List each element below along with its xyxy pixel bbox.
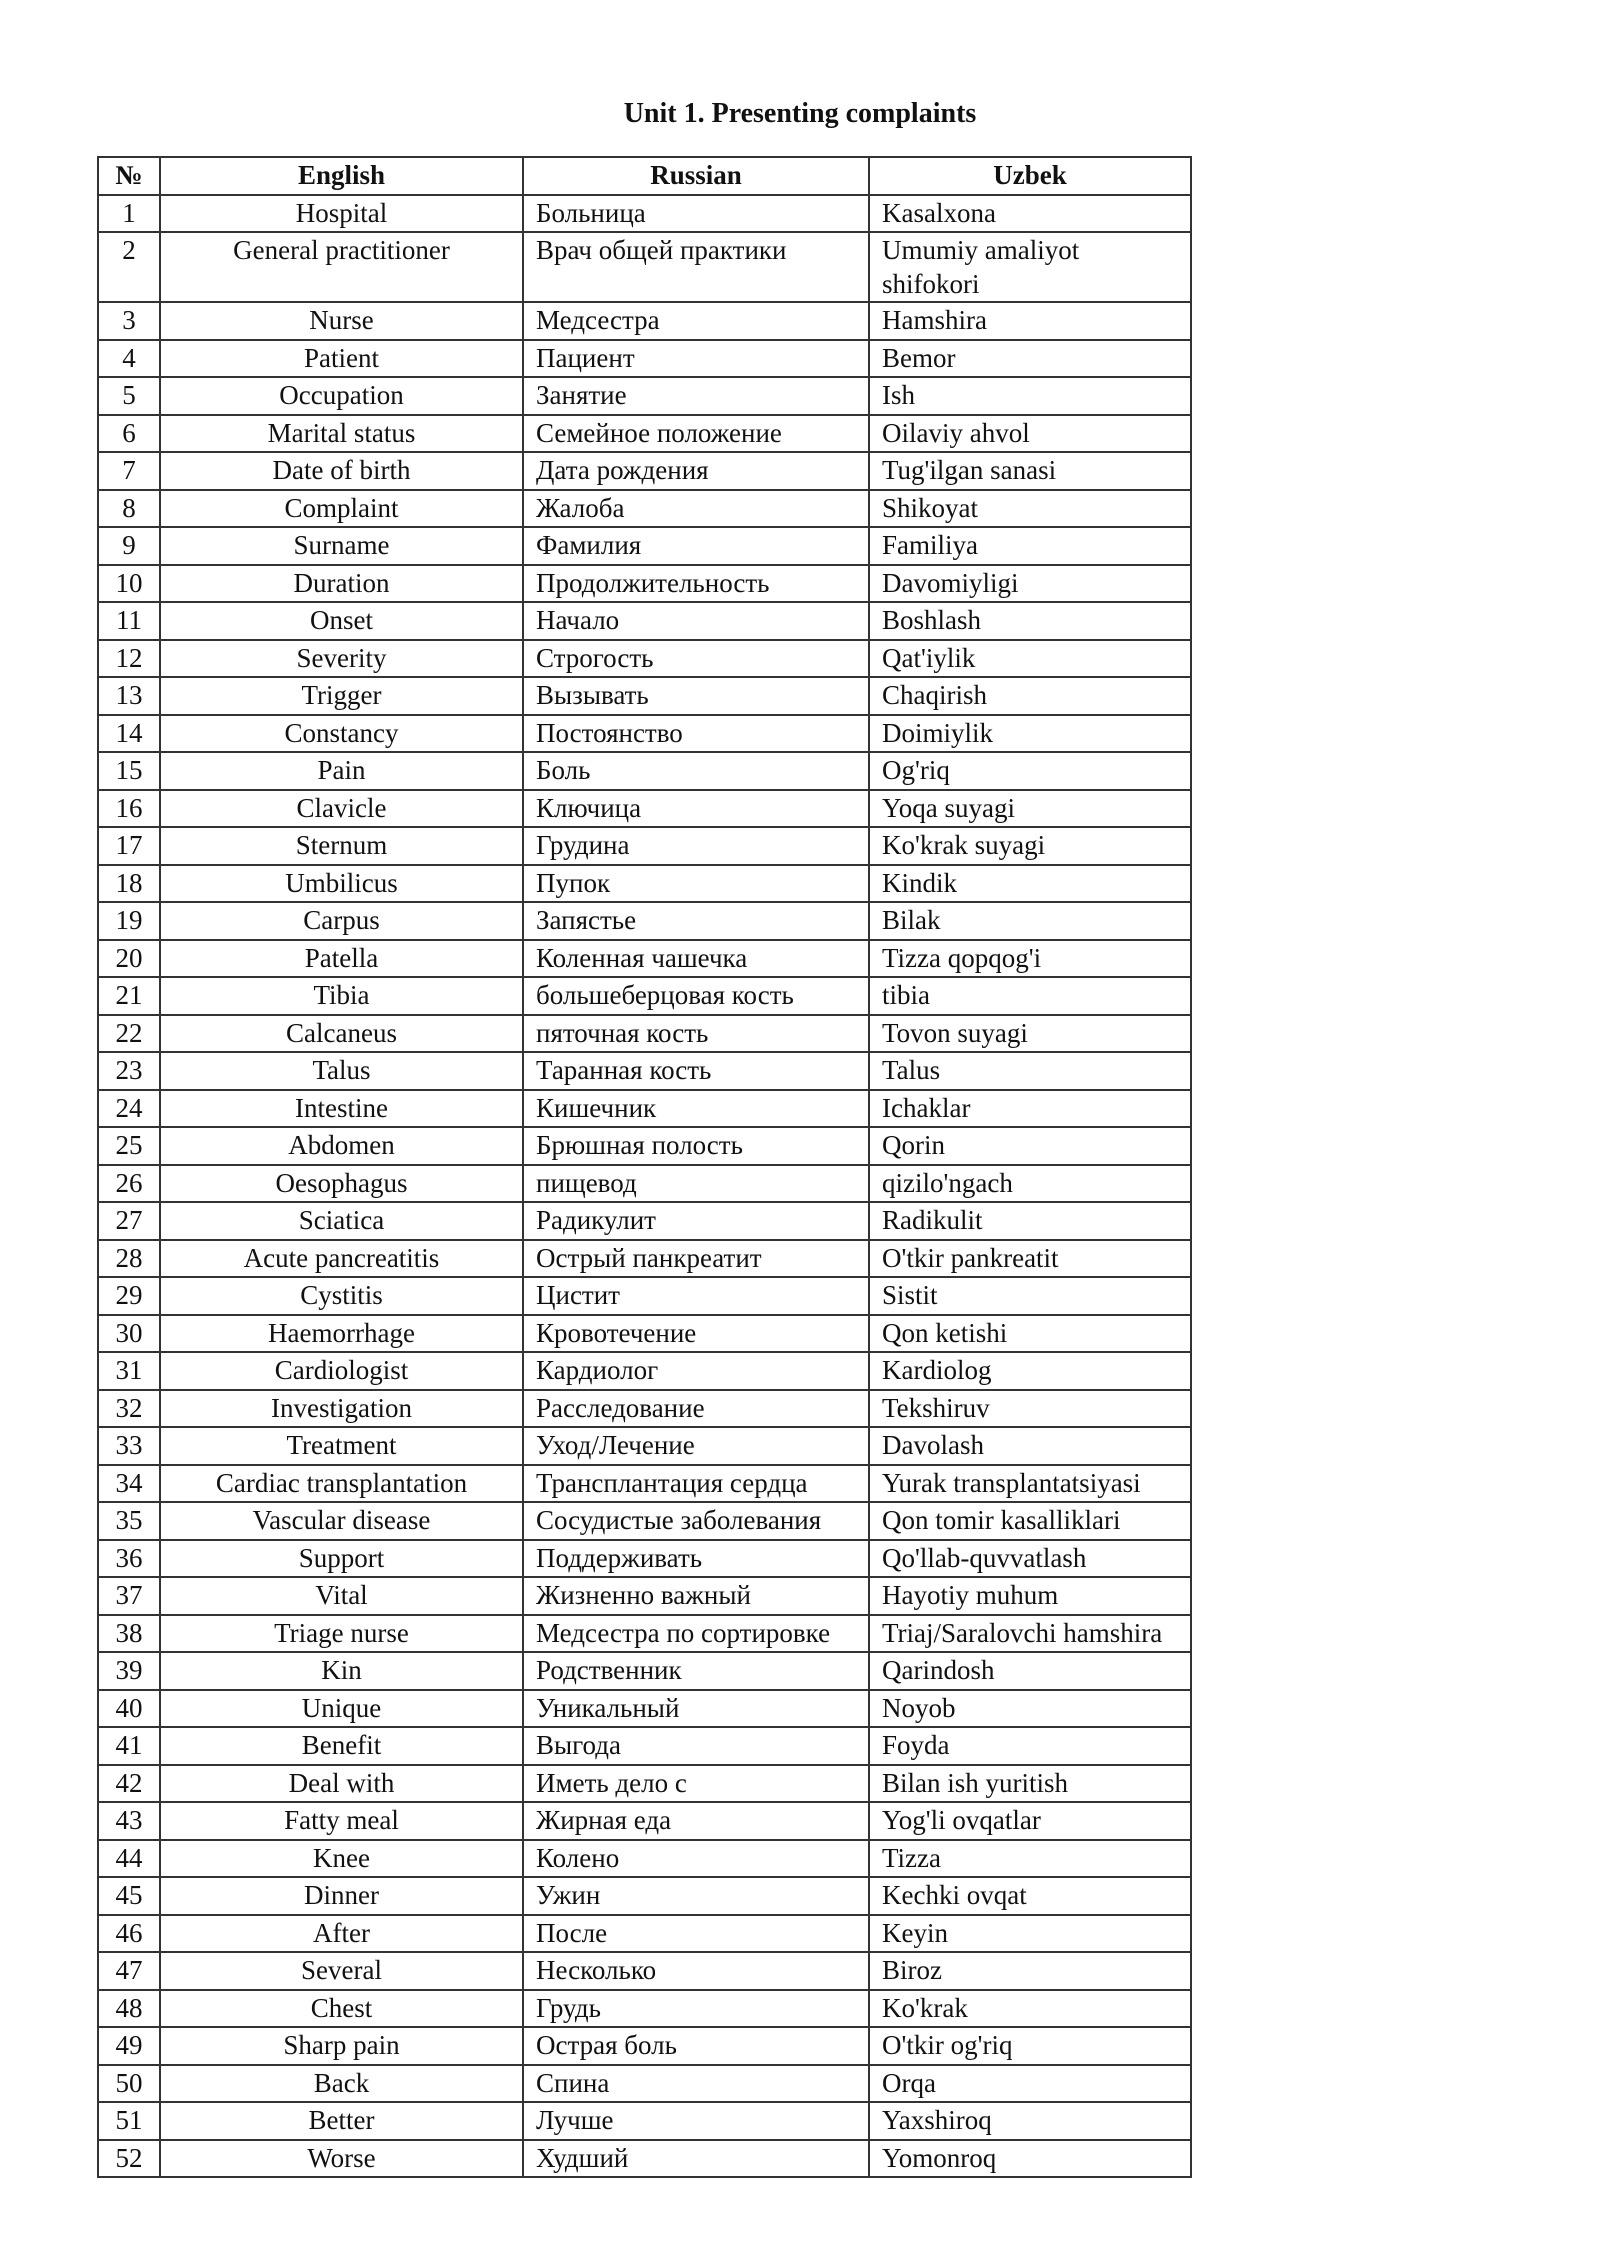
uzbek-term: O'tkir og'riq: [869, 2027, 1191, 2065]
row-number: 2: [98, 232, 160, 302]
table-row: [98, 940, 1191, 978]
table-row: [98, 977, 1191, 1015]
row-number: 47: [98, 1952, 160, 1990]
header-uzbek: Uzbek: [869, 157, 1191, 195]
row-number: 37: [98, 1577, 160, 1615]
uzbek-term: Keyin: [869, 1915, 1191, 1953]
table-row: [98, 2140, 1191, 2178]
russian-term: пищевод: [523, 1165, 869, 1203]
row-number: 24: [98, 1090, 160, 1128]
uzbek-term: Sistit: [869, 1277, 1191, 1315]
russian-term: Худший: [523, 2140, 869, 2178]
russian-term: Медсестра: [523, 302, 869, 340]
header-number: №: [98, 157, 160, 195]
table-row: [98, 340, 1191, 378]
table-row: [98, 1352, 1191, 1390]
row-number: 5: [98, 377, 160, 415]
russian-term: Поддерживать: [523, 1540, 869, 1578]
russian-term: Уникальный: [523, 1690, 869, 1728]
uzbek-term: Kasalxona: [869, 195, 1191, 233]
russian-term: Жизненно важный: [523, 1577, 869, 1615]
table-row: [98, 1165, 1191, 1203]
english-term: Cardiac transplantation: [160, 1465, 523, 1503]
uzbek-term: Orqa: [869, 2065, 1191, 2103]
english-term: Marital status: [160, 415, 523, 453]
english-term: Nurse: [160, 302, 523, 340]
table-row: [98, 1315, 1191, 1353]
row-number: 16: [98, 790, 160, 828]
table-row: [98, 1465, 1191, 1503]
russian-term: Лучше: [523, 2102, 869, 2140]
row-number: 23: [98, 1052, 160, 1090]
english-term: Acute pancreatitis: [160, 1240, 523, 1278]
table-row: [98, 1427, 1191, 1465]
row-number: 36: [98, 1540, 160, 1578]
english-term: Oesophagus: [160, 1165, 523, 1203]
russian-term: Уход/Лечение: [523, 1427, 869, 1465]
english-term: Unique: [160, 1690, 523, 1728]
row-number: 11: [98, 602, 160, 640]
table-row: [98, 1202, 1191, 1240]
uzbek-term: Boshlash: [869, 602, 1191, 640]
russian-term: Вызывать: [523, 677, 869, 715]
uzbek-term: Yog'li ovqatlar: [869, 1802, 1191, 1840]
english-term: Worse: [160, 2140, 523, 2178]
table-row: [98, 1540, 1191, 1578]
uzbek-term: O'tkir pankreatit: [869, 1240, 1191, 1278]
uzbek-term: Qon ketishi: [869, 1315, 1191, 1353]
row-number: 51: [98, 2102, 160, 2140]
uzbek-term: Yoqa suyagi: [869, 790, 1191, 828]
russian-term: Медсестра по сортировке: [523, 1615, 869, 1653]
row-number: 8: [98, 490, 160, 528]
russian-term: Семейное положение: [523, 415, 869, 453]
row-number: 22: [98, 1015, 160, 1053]
russian-term: большеберцовая кость: [523, 977, 869, 1015]
row-number: 7: [98, 452, 160, 490]
row-number: 48: [98, 1990, 160, 2028]
table-body: [98, 195, 1191, 2178]
vocabulary-table: [97, 156, 1192, 2178]
english-term: Intestine: [160, 1090, 523, 1128]
russian-term: Радикулит: [523, 1202, 869, 1240]
row-number: 6: [98, 415, 160, 453]
table-row: [98, 677, 1191, 715]
russian-term: Несколько: [523, 1952, 869, 1990]
table-row: [98, 2065, 1191, 2103]
uzbek-term: Ichaklar: [869, 1090, 1191, 1128]
uzbek-term: Chaqirish: [869, 677, 1191, 715]
english-term: Occupation: [160, 377, 523, 415]
russian-term: Фамилия: [523, 527, 869, 565]
row-number: 34: [98, 1465, 160, 1503]
row-number: 18: [98, 865, 160, 903]
uzbek-term: qizilo'ngach: [869, 1165, 1191, 1203]
header-english: English: [160, 157, 523, 195]
russian-term: Кишечник: [523, 1090, 869, 1128]
table-row: [98, 1577, 1191, 1615]
row-number: 49: [98, 2027, 160, 2065]
table-row: [98, 640, 1191, 678]
english-term: After: [160, 1915, 523, 1953]
russian-term: Расследование: [523, 1390, 869, 1428]
russian-term: Таранная кость: [523, 1052, 869, 1090]
table-row: [98, 1502, 1191, 1540]
russian-term: Родственник: [523, 1652, 869, 1690]
uzbek-term: Ish: [869, 377, 1191, 415]
russian-term: Жалоба: [523, 490, 869, 528]
table-row: [98, 452, 1191, 490]
english-term: General practitioner: [160, 232, 523, 302]
row-number: 31: [98, 1352, 160, 1390]
row-number: 26: [98, 1165, 160, 1203]
table-row: [98, 1952, 1191, 1990]
table-row: [98, 2027, 1191, 2065]
row-number: 28: [98, 1240, 160, 1278]
russian-term: пяточная кость: [523, 1015, 869, 1053]
table-header-row: [98, 157, 1191, 195]
english-term: Tibia: [160, 977, 523, 1015]
russian-term: Иметь дело с: [523, 1765, 869, 1803]
table-row: [98, 1277, 1191, 1315]
uzbek-term: Ko'krak suyagi: [869, 827, 1191, 865]
table-row: [98, 1990, 1191, 2028]
uzbek-term: Tizza: [869, 1840, 1191, 1878]
row-number: 19: [98, 902, 160, 940]
russian-term: Начало: [523, 602, 869, 640]
uzbek-term: Hayotiy muhum: [869, 1577, 1191, 1615]
uzbek-term: Foyda: [869, 1727, 1191, 1765]
english-term: Surname: [160, 527, 523, 565]
english-term: Vascular disease: [160, 1502, 523, 1540]
russian-term: Жирная еда: [523, 1802, 869, 1840]
english-term: Hospital: [160, 195, 523, 233]
table-row: [98, 302, 1191, 340]
english-term: Cardiologist: [160, 1352, 523, 1390]
russian-term: Брюшная полость: [523, 1127, 869, 1165]
uzbek-term: Noyob: [869, 1690, 1191, 1728]
table-row: [98, 1915, 1191, 1953]
uzbek-term: Og'riq: [869, 752, 1191, 790]
row-number: 33: [98, 1427, 160, 1465]
table-row: [98, 1840, 1191, 1878]
english-term: Patient: [160, 340, 523, 378]
table-row: [98, 1615, 1191, 1653]
uzbek-term: Tovon suyagi: [869, 1015, 1191, 1053]
russian-term: Острый панкреатит: [523, 1240, 869, 1278]
english-term: Sharp pain: [160, 2027, 523, 2065]
row-number: 35: [98, 1502, 160, 1540]
row-number: 44: [98, 1840, 160, 1878]
table-row: [98, 195, 1191, 233]
uzbek-term: Qon tomir kasalliklari: [869, 1502, 1191, 1540]
russian-term: Трансплантация сердца: [523, 1465, 869, 1503]
english-term: Back: [160, 2065, 523, 2103]
english-term: Better: [160, 2102, 523, 2140]
table-row: [98, 752, 1191, 790]
row-number: 42: [98, 1765, 160, 1803]
english-term: Several: [160, 1952, 523, 1990]
english-term: Trigger: [160, 677, 523, 715]
english-term: Investigation: [160, 1390, 523, 1428]
row-number: 50: [98, 2065, 160, 2103]
table-row: [98, 232, 1191, 302]
uzbek-term: Qo'llab-quvvatlash: [869, 1540, 1191, 1578]
row-number: 3: [98, 302, 160, 340]
uzbek-term: Biroz: [869, 1952, 1191, 1990]
russian-term: Больница: [523, 195, 869, 233]
uzbek-term: Shikoyat: [869, 490, 1191, 528]
english-term: Umbilicus: [160, 865, 523, 903]
table-row: [98, 1652, 1191, 1690]
russian-term: Продолжительность: [523, 565, 869, 603]
table-row: [98, 377, 1191, 415]
russian-term: Коленная чашечка: [523, 940, 869, 978]
row-number: 32: [98, 1390, 160, 1428]
russian-term: Грудина: [523, 827, 869, 865]
english-term: Carpus: [160, 902, 523, 940]
uzbek-term: Kechki ovqat: [869, 1877, 1191, 1915]
english-term: Kin: [160, 1652, 523, 1690]
english-term: Onset: [160, 602, 523, 640]
english-term: Complaint: [160, 490, 523, 528]
table-row: [98, 827, 1191, 865]
table-row: [98, 602, 1191, 640]
uzbek-term: Yomonroq: [869, 2140, 1191, 2178]
uzbek-term: Bilak: [869, 902, 1191, 940]
row-number: 38: [98, 1615, 160, 1653]
english-term: Constancy: [160, 715, 523, 753]
uzbek-term: Triaj/Saralovchi hamshira: [869, 1615, 1191, 1653]
russian-term: Сосудистые заболевания: [523, 1502, 869, 1540]
english-term: Triage nurse: [160, 1615, 523, 1653]
english-term: Severity: [160, 640, 523, 678]
row-number: 27: [98, 1202, 160, 1240]
uzbek-term: Yurak transplantatsiyasi: [869, 1465, 1191, 1503]
uzbek-term: Qarindosh: [869, 1652, 1191, 1690]
uzbek-term: Kardiolog: [869, 1352, 1191, 1390]
russian-term: После: [523, 1915, 869, 1953]
english-term: Dinner: [160, 1877, 523, 1915]
header-russian: Russian: [523, 157, 869, 195]
english-term: Vital: [160, 1577, 523, 1615]
russian-term: Запястье: [523, 902, 869, 940]
uzbek-term: Bilan ish yuritish: [869, 1765, 1191, 1803]
russian-term: Выгода: [523, 1727, 869, 1765]
uzbek-term: Talus: [869, 1052, 1191, 1090]
russian-term: Дата рождения: [523, 452, 869, 490]
russian-term: Кровотечение: [523, 1315, 869, 1353]
russian-term: Грудь: [523, 1990, 869, 2028]
english-term: Abdomen: [160, 1127, 523, 1165]
english-term: Date of birth: [160, 452, 523, 490]
russian-term: Колено: [523, 1840, 869, 1878]
table-row: [98, 790, 1191, 828]
row-number: 30: [98, 1315, 160, 1353]
table-row: [98, 1765, 1191, 1803]
table-row: [98, 1052, 1191, 1090]
table-row: [98, 490, 1191, 528]
table-row: [98, 1390, 1191, 1428]
table-row: [98, 565, 1191, 603]
uzbek-term: Bemor: [869, 340, 1191, 378]
english-term: Deal with: [160, 1765, 523, 1803]
uzbek-term: Tizza qopqog'i: [869, 940, 1191, 978]
row-number: 43: [98, 1802, 160, 1840]
russian-term: Постоянство: [523, 715, 869, 753]
english-term: Clavicle: [160, 790, 523, 828]
russian-term: Острая боль: [523, 2027, 869, 2065]
uzbek-term: Yaxshiroq: [869, 2102, 1191, 2140]
russian-term: Пупок: [523, 865, 869, 903]
row-number: 4: [98, 340, 160, 378]
english-term: Chest: [160, 1990, 523, 2028]
row-number: 52: [98, 2140, 160, 2178]
english-term: Patella: [160, 940, 523, 978]
row-number: 9: [98, 527, 160, 565]
english-term: Fatty meal: [160, 1802, 523, 1840]
row-number: 15: [98, 752, 160, 790]
row-number: 46: [98, 1915, 160, 1953]
english-term: Talus: [160, 1052, 523, 1090]
english-term: Calcaneus: [160, 1015, 523, 1053]
russian-term: Ключица: [523, 790, 869, 828]
uzbek-term: Tekshiruv: [869, 1390, 1191, 1428]
uzbek-term: Qorin: [869, 1127, 1191, 1165]
russian-term: Ужин: [523, 1877, 869, 1915]
uzbek-term: Familiya: [869, 527, 1191, 565]
russian-term: Цистит: [523, 1277, 869, 1315]
row-number: 12: [98, 640, 160, 678]
row-number: 39: [98, 1652, 160, 1690]
uzbek-term: Oilaviy ahvol: [869, 415, 1191, 453]
table-row: [98, 1690, 1191, 1728]
row-number: 25: [98, 1127, 160, 1165]
row-number: 41: [98, 1727, 160, 1765]
table-row: [98, 1090, 1191, 1128]
english-term: Knee: [160, 1840, 523, 1878]
russian-term: Пациент: [523, 340, 869, 378]
english-term: Cystitis: [160, 1277, 523, 1315]
row-number: 1: [98, 195, 160, 233]
english-term: Sternum: [160, 827, 523, 865]
row-number: 29: [98, 1277, 160, 1315]
russian-term: Кардиолог: [523, 1352, 869, 1390]
row-number: 40: [98, 1690, 160, 1728]
uzbek-term: Hamshira: [869, 302, 1191, 340]
russian-term: Строгость: [523, 640, 869, 678]
russian-term: Врач общей практики: [523, 232, 869, 302]
english-term: Sciatica: [160, 1202, 523, 1240]
row-number: 17: [98, 827, 160, 865]
english-term: Support: [160, 1540, 523, 1578]
uzbek-term: Doimiylik: [869, 715, 1191, 753]
uzbek-term: Davomiyligi: [869, 565, 1191, 603]
page-title: Unit 1. Presenting complaints: [623, 98, 977, 129]
uzbek-term: Tug'ilgan sanasi: [869, 452, 1191, 490]
table-row: [98, 715, 1191, 753]
row-number: 14: [98, 715, 160, 753]
uzbek-term: Radikulit: [869, 1202, 1191, 1240]
table-row: [98, 902, 1191, 940]
row-number: 20: [98, 940, 160, 978]
row-number: 10: [98, 565, 160, 603]
table-row: [98, 1127, 1191, 1165]
table-row: [98, 865, 1191, 903]
uzbek-term: Davolash: [869, 1427, 1191, 1465]
english-term: Treatment: [160, 1427, 523, 1465]
uzbek-term: tibia: [869, 977, 1191, 1015]
row-number: 13: [98, 677, 160, 715]
table-row: [98, 1802, 1191, 1840]
table-row: [98, 1727, 1191, 1765]
english-term: Benefit: [160, 1727, 523, 1765]
table-row: [98, 2102, 1191, 2140]
russian-term: Боль: [523, 752, 869, 790]
russian-term: Спина: [523, 2065, 869, 2103]
table-row: [98, 415, 1191, 453]
table-row: [98, 1015, 1191, 1053]
english-term: Duration: [160, 565, 523, 603]
table-row: [98, 1240, 1191, 1278]
russian-term: Занятие: [523, 377, 869, 415]
uzbek-term: Qat'iylik: [869, 640, 1191, 678]
english-term: Pain: [160, 752, 523, 790]
table-row: [98, 1877, 1191, 1915]
uzbek-term: Kindik: [869, 865, 1191, 903]
table-row: [98, 527, 1191, 565]
english-term: Haemorrhage: [160, 1315, 523, 1353]
uzbek-term: Umumiy amaliyot shifokori: [869, 232, 1191, 302]
row-number: 45: [98, 1877, 160, 1915]
uzbek-term: Ko'krak: [869, 1990, 1191, 2028]
row-number: 21: [98, 977, 160, 1015]
